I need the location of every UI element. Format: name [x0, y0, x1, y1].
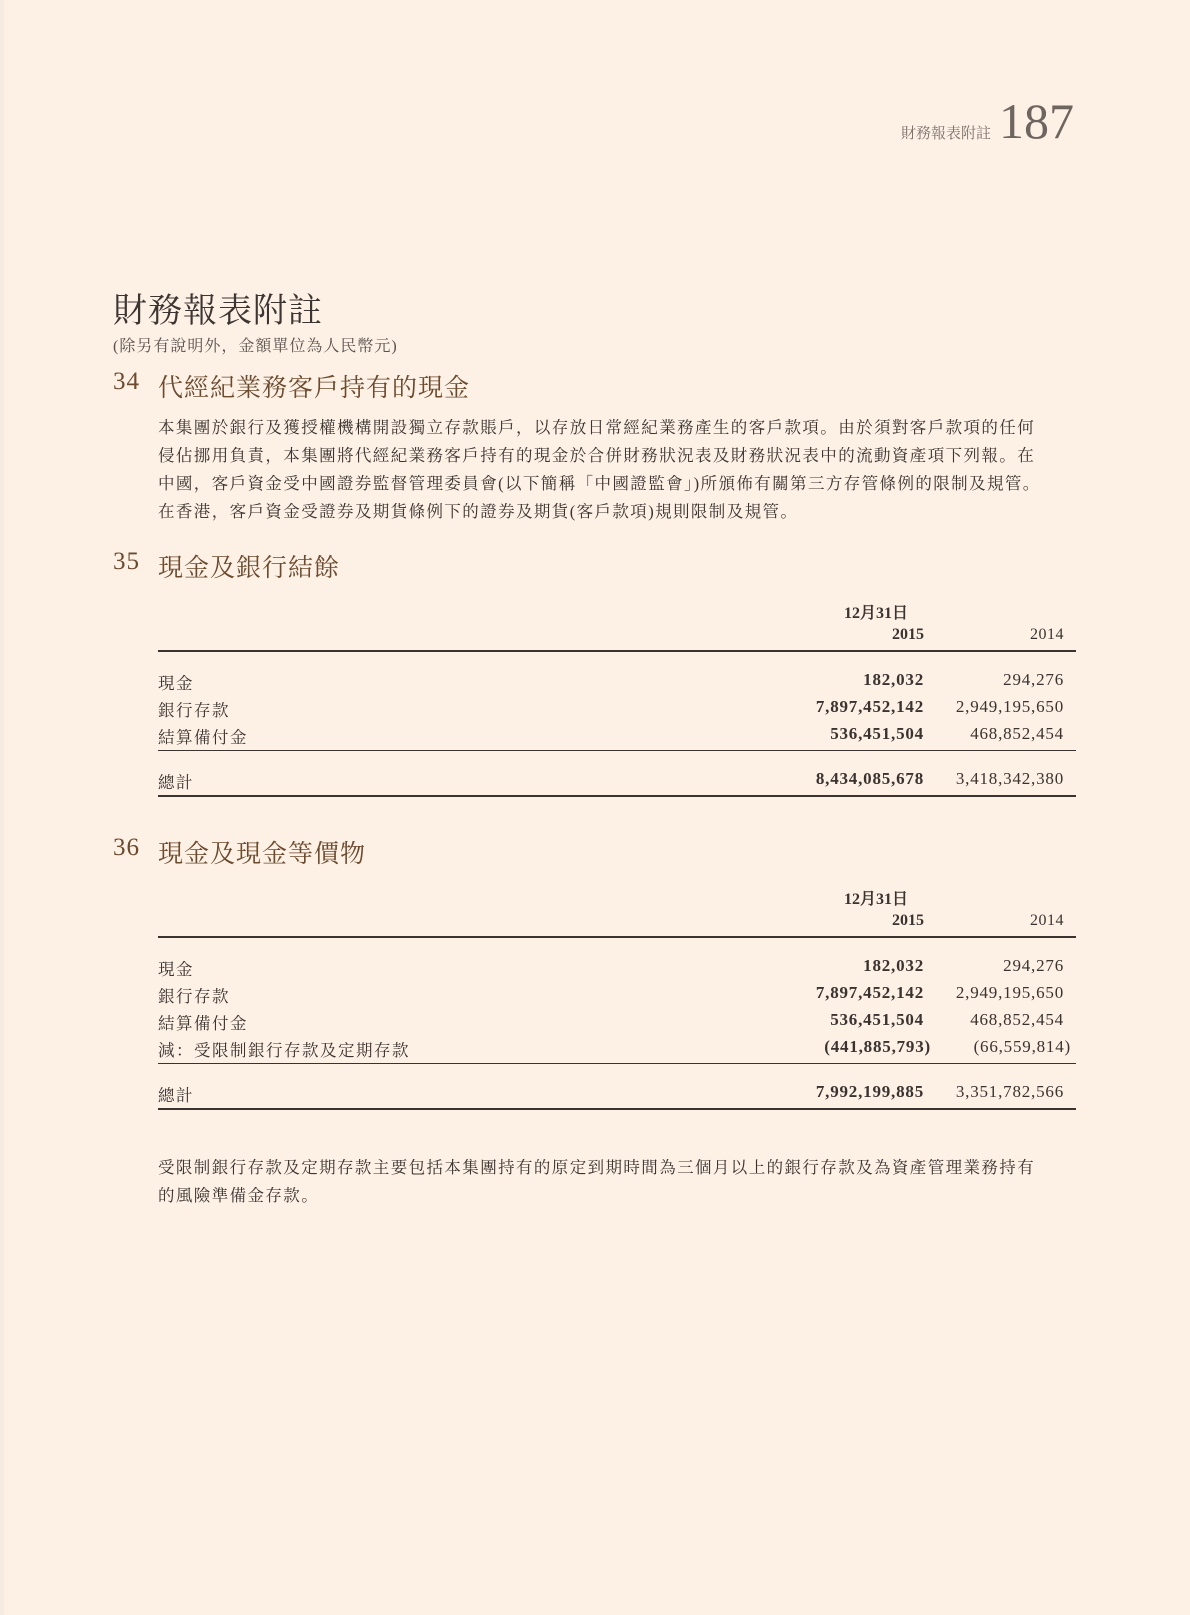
row-label: 結算備付金 [158, 728, 248, 747]
running-head-title: 財務報表附註 [900, 126, 991, 142]
section-number: 36 [113, 834, 140, 861]
total-2015: 8,434,085,678 [815, 769, 924, 788]
total-2014: 3,351,782,566 [955, 1082, 1064, 1101]
row-label: 現金 [158, 960, 194, 979]
date-header: 12月31日 [843, 605, 908, 622]
total-2014: 3,418,342,380 [955, 769, 1064, 788]
page-title: 財務報表附註 [113, 293, 323, 330]
paragraph-line: 在香港，客戶資金受證券及期貨條例下的證券及期貨(客戶款項)規則限制及規管。 [158, 502, 799, 521]
table-row [158, 983, 1076, 1010]
table-rule [158, 650, 1076, 652]
table-total-row [158, 1082, 1076, 1109]
page-edge [0, 0, 4, 1615]
value-2015: 7,897,452,142 [815, 983, 924, 1002]
value-2014: 468,852,454 [970, 724, 1064, 743]
section-number: 35 [113, 548, 140, 575]
value-2015: 7,897,452,142 [815, 697, 924, 716]
year-header-2015: 2015 [892, 626, 924, 643]
value-2014: (66,559,814) [973, 1037, 1071, 1056]
row-label: 銀行存款 [158, 987, 230, 1006]
page-subtitle: (除另有說明外，金額單位為人民幣元) [113, 338, 398, 355]
section-title: 現金及現金等價物 [158, 841, 367, 868]
table-rule [158, 1108, 1076, 1110]
value-2015: (441,885,793) [824, 1037, 931, 1056]
table-total-row [158, 769, 1076, 796]
table-rule [158, 795, 1076, 797]
row-label: 減：受限制銀行存款及定期存款 [158, 1041, 410, 1060]
year-header-2015: 2015 [892, 912, 924, 929]
section-number: 34 [113, 368, 140, 395]
table-row [158, 697, 1076, 724]
row-label: 銀行存款 [158, 701, 230, 720]
footnote-line: 的風險準備金存款。 [158, 1186, 320, 1205]
year-header-2014: 2014 [1030, 626, 1064, 643]
row-label: 現金 [158, 674, 194, 693]
section-36-footnote [158, 1154, 1075, 1210]
date-header: 12月31日 [843, 891, 908, 908]
section-34-paragraph [158, 414, 1075, 526]
paragraph-line: 中國，客戶資金受中國證券監督管理委員會(以下簡稱「中國證監會」)所頒佈有關第三方存管條例的限制及規管。 [158, 474, 1041, 493]
row-label: 結算備付金 [158, 1014, 248, 1033]
paragraph-line: 本集團於銀行及獲授權機構開設獨立存款賬戶，以存放日常經紀業務產生的客戶款項。由於須對客戶款項的任何 [158, 418, 1036, 437]
table-rule [158, 750, 1076, 751]
value-2014: 294,276 [1003, 670, 1064, 689]
section-34-heading [113, 368, 470, 404]
table-row [158, 670, 1076, 697]
value-2015: 536,451,504 [830, 724, 924, 743]
page-number: 187 [999, 93, 1074, 149]
year-header-2014: 2014 [1030, 912, 1064, 929]
table-row [158, 1010, 1076, 1037]
total-label: 總計 [158, 1086, 194, 1105]
total-2015: 7,992,199,885 [815, 1082, 924, 1101]
table-row [158, 724, 1076, 751]
paragraph-line: 侵佔挪用負責，本集團將代經紀業務客戶持有的現金於合併財務狀況表及財務狀況表中的流動資產項下列報。在 [158, 446, 1036, 465]
table-row [158, 1037, 1076, 1064]
running-head [900, 93, 1074, 149]
value-2014: 294,276 [1003, 956, 1064, 975]
value-2015: 536,451,504 [830, 1010, 924, 1029]
table-rule [158, 936, 1076, 938]
footnote-line: 受限制銀行存款及定期存款主要包括本集團持有的原定到期時間為三個月以上的銀行存款及為資產管理業務持有 [158, 1158, 1036, 1177]
total-label: 總計 [158, 773, 194, 792]
section-title: 現金及銀行結餘 [158, 555, 341, 582]
value-2014: 468,852,454 [970, 1010, 1064, 1029]
value-2014: 2,949,195,650 [955, 697, 1064, 716]
table-rule [158, 1063, 1076, 1064]
section-title: 代經紀業務客戶持有的現金 [158, 375, 471, 402]
value-2014: 2,949,195,650 [955, 983, 1064, 1002]
value-2015: 182,032 [863, 956, 924, 975]
section-35-heading [113, 548, 340, 584]
section-36-heading [113, 834, 366, 870]
table-row [158, 956, 1076, 983]
value-2015: 182,032 [863, 670, 924, 689]
